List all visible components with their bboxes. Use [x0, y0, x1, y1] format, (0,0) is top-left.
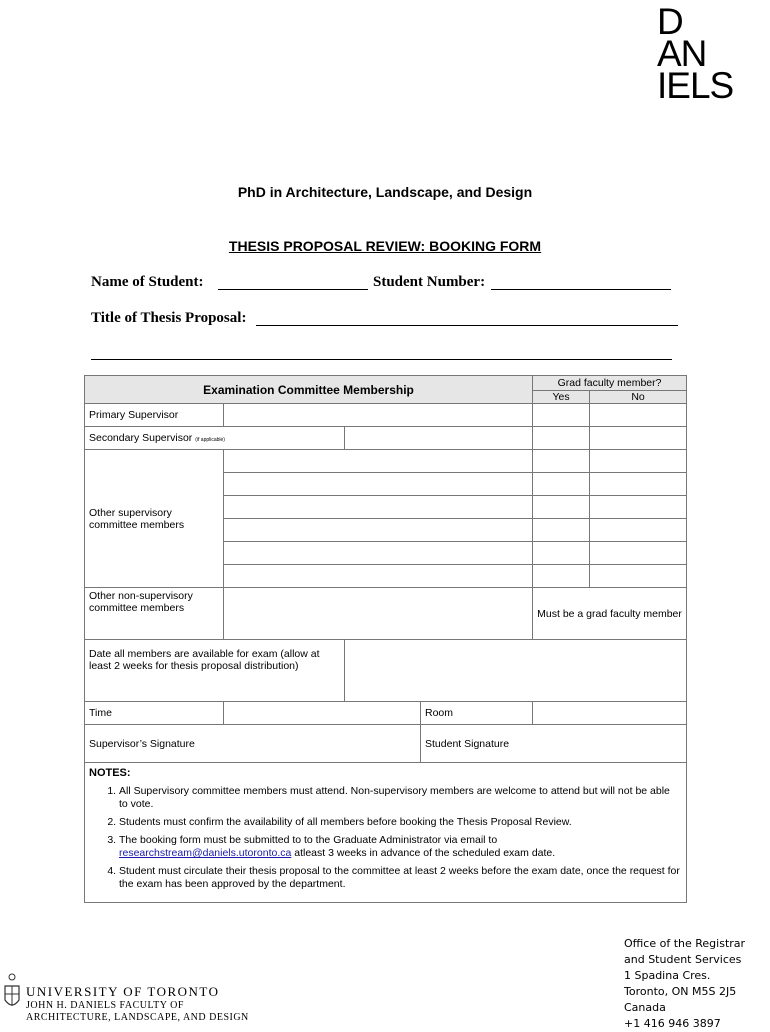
note-item-3-post: atleast 3 weeks in advance of the scheduled exam date.	[294, 847, 556, 859]
uoft-name: UNIVERSITY OF TORONTO	[26, 984, 220, 999]
office-line-4: Toronto, ON M5S 2J5	[624, 985, 737, 998]
room-label: Room	[421, 702, 533, 725]
logo-line-3: IELS	[657, 65, 734, 106]
time-field[interactable]	[224, 702, 421, 725]
time-label: Time	[85, 702, 224, 725]
student-number-label: Student Number:	[373, 274, 486, 290]
student-number-field[interactable]	[491, 289, 671, 290]
thesis-title-field[interactable]	[256, 325, 678, 326]
other-non-supervisory-label: Other non-supervisory committee members	[85, 588, 224, 640]
registrar-email-link[interactable]: researchstream@daniels.utoronto.ca	[119, 847, 292, 859]
daniels-logo	[657, 1, 734, 106]
other-supervisory-yes-6[interactable]	[533, 565, 590, 588]
office-line-5: Canada	[624, 1001, 666, 1014]
other-non-supervisory-field[interactable]	[224, 588, 533, 640]
primary-supervisor-label: Primary Supervisor	[85, 404, 224, 427]
thesis-title-field-line-2[interactable]	[91, 359, 672, 360]
secondary-supervisor-no[interactable]	[590, 427, 687, 450]
logo-line-1: D	[657, 1, 683, 42]
office-line-2: and Student Services	[624, 953, 742, 966]
room-field[interactable]	[533, 702, 687, 725]
other-supervisory-no-1[interactable]	[590, 450, 687, 473]
thesis-title-label: Title of Thesis Proposal:	[91, 310, 247, 326]
primary-supervisor-no[interactable]	[590, 404, 687, 427]
no-header: No	[590, 391, 687, 404]
other-supervisory-no-3[interactable]	[590, 496, 687, 519]
date-available-label: Date all members are available for exam (allow at least 2 weeks for thesis proposal distribution)	[85, 640, 345, 702]
note-item-3	[119, 834, 680, 860]
other-supervisory-no-2[interactable]	[590, 473, 687, 496]
secondary-supervisor-yes[interactable]	[533, 427, 590, 450]
yes-header: Yes	[533, 391, 590, 404]
committee-header: Examination Committee Membership	[85, 376, 533, 404]
other-supervisory-field-4[interactable]	[224, 519, 533, 542]
other-supervisory-no-5[interactable]	[590, 542, 687, 565]
note-item-1: 1. All Supervisory committee members must attend. Non-supervisory members are welcome to attend but will not be able to vote.	[119, 785, 680, 811]
primary-supervisor-yes[interactable]	[533, 404, 590, 427]
other-supervisory-field-5[interactable]	[224, 542, 533, 565]
logo-line-2: AN	[657, 33, 707, 74]
notes-title: NOTES:	[89, 767, 131, 779]
other-supervisory-field-6[interactable]	[224, 565, 533, 588]
program-title: PhD in Architecture, Landscape, and Design	[237, 184, 533, 200]
secondary-supervisor-label: Secondary Supervisor	[89, 432, 193, 444]
other-supervisory-label: Other supervisory committee members	[85, 450, 224, 588]
other-supervisory-field-1[interactable]	[224, 450, 533, 473]
faculty-name-line-2: ARCHITECTURE, LANDSCAPE, AND DESIGN	[26, 1012, 249, 1023]
grad-faculty-header: Grad faculty member?	[533, 376, 687, 391]
other-supervisory-no-4[interactable]	[590, 519, 687, 542]
other-supervisory-yes-1[interactable]	[533, 450, 590, 473]
name-field[interactable]	[218, 289, 368, 290]
notes-section	[85, 763, 687, 903]
office-phone: +1 416 946 3897	[624, 1017, 721, 1030]
note-item-3-pre: The booking form must be submitted to to the Graduate Administrator via email to	[119, 834, 498, 846]
supervisor-signature-label: Supervisor’s Signature	[85, 725, 421, 763]
must-be-grad-note: Must be a grad faculty member	[533, 588, 687, 640]
student-signature-label: Student Signature	[421, 725, 687, 763]
note-item-2: 2. Students must confirm the availability of all members before booking the Thesis Proposal Review.	[119, 816, 680, 829]
date-available-field[interactable]	[345, 640, 687, 702]
other-supervisory-yes-5[interactable]	[533, 542, 590, 565]
office-line-3: 1 Spadina Cres.	[624, 969, 711, 982]
form-title: THESIS PROPOSAL REVIEW: BOOKING FORM	[228, 238, 542, 254]
office-address	[624, 936, 745, 1032]
primary-supervisor-field[interactable]	[224, 404, 533, 427]
faculty-name-line-1: JOHN H. DANIELS FACULTY OF	[26, 1000, 184, 1011]
other-supervisory-yes-4[interactable]	[533, 519, 590, 542]
other-supervisory-yes-3[interactable]	[533, 496, 590, 519]
name-label: Name of Student:	[91, 274, 204, 290]
note-item-4: 4. Student must circulate their thesis proposal to the committee at least 2 weeks before the exam date, once the request for the exam has been approved by the department.	[119, 865, 680, 891]
other-supervisory-field-2[interactable]	[224, 473, 533, 496]
uoft-crest-icon	[4, 972, 20, 1012]
office-line-1: Office of the Registrar	[624, 937, 746, 950]
if-applicable-note: (if applicable)	[195, 437, 225, 443]
secondary-supervisor-field[interactable]	[345, 427, 533, 450]
other-supervisory-yes-2[interactable]	[533, 473, 590, 496]
other-supervisory-field-3[interactable]	[224, 496, 533, 519]
other-supervisory-no-6[interactable]	[590, 565, 687, 588]
committee-table	[84, 375, 687, 903]
notes-list	[89, 785, 680, 891]
secondary-supervisor-row-label	[85, 427, 345, 450]
